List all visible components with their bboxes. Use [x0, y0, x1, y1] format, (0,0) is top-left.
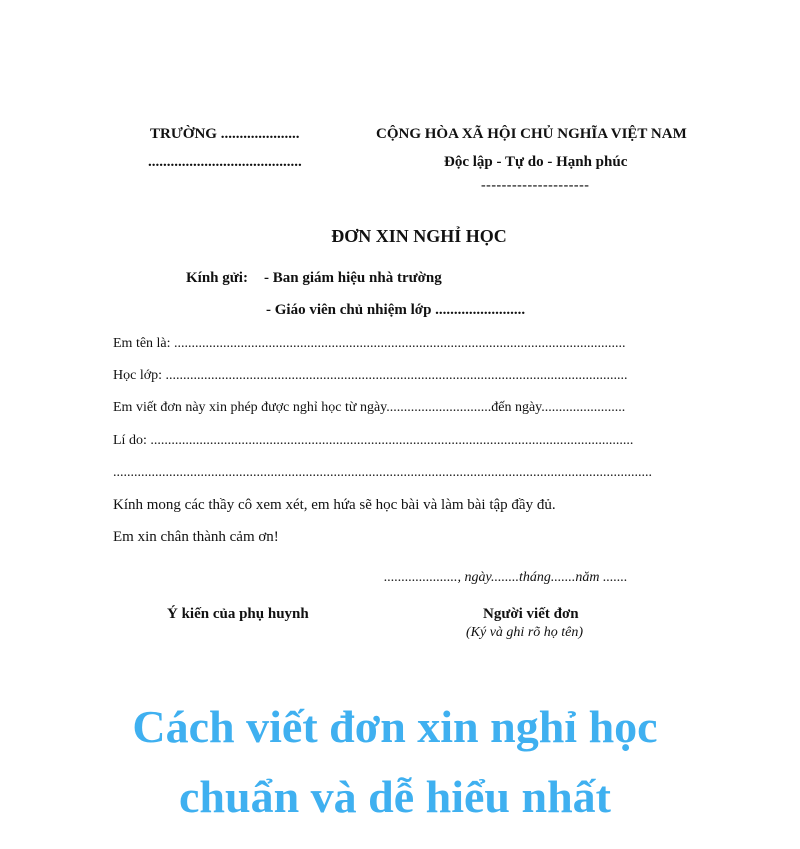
- leave-dates-line: Em viết đơn này xin phép được nghỉ học từ ngày..............................đến ngày........................: [113, 400, 626, 415]
- signature-instruction: (Ký và ghi rõ họ tên): [466, 625, 584, 640]
- leave-reason-line: Lí do: ..........................................................................................................................................: [113, 433, 634, 448]
- promise-paragraph: Kính mong các thầy cô xem xét, em hứa sẽ học bài và làm bài tập đầy đủ.: [113, 497, 556, 513]
- date-line: ....................., ngày........tháng.......năm .......: [384, 570, 628, 585]
- headline-line-2: chuẩn và dễ hiểu nhất: [178, 771, 611, 822]
- headline-line-1: Cách viết đơn xin nghỉ học: [132, 701, 658, 752]
- applicant-signature-label: Người viết đơn: [483, 606, 579, 622]
- school-dots-line: .........................................: [148, 154, 302, 170]
- recipient-homeroom-teacher: - Giáo viên chủ nhiệm lớp ........................: [266, 302, 526, 318]
- leave-reason-continuation-line: ..........................................................................................................................................................: [113, 465, 652, 480]
- student-name-line: Em tên là: .................................................................................................................................: [113, 336, 626, 351]
- addressee-label: Kính gửi:: [186, 270, 248, 286]
- student-class-line: Học lớp: ....................................................................................................................................: [113, 368, 628, 383]
- recipient-school-board: - Ban giám hiệu nhà trường: [264, 270, 442, 286]
- motto-underline-rule: ---------------------: [481, 178, 590, 193]
- thanks-paragraph: Em xin chân thành cảm ơn!: [113, 529, 279, 545]
- school-name-label: TRƯỜNG .....................: [150, 126, 300, 142]
- form-title: ĐƠN XIN NGHỈ HỌC: [331, 226, 507, 246]
- country-name-heading: CỘNG HÒA XÃ HỘI CHỦ NGHĨA VIỆT NAM: [376, 126, 687, 142]
- parent-opinion-label: Ý kiến của phụ huynh: [167, 606, 309, 622]
- national-motto: Độc lập - Tự do - Hạnh phúc: [444, 154, 628, 170]
